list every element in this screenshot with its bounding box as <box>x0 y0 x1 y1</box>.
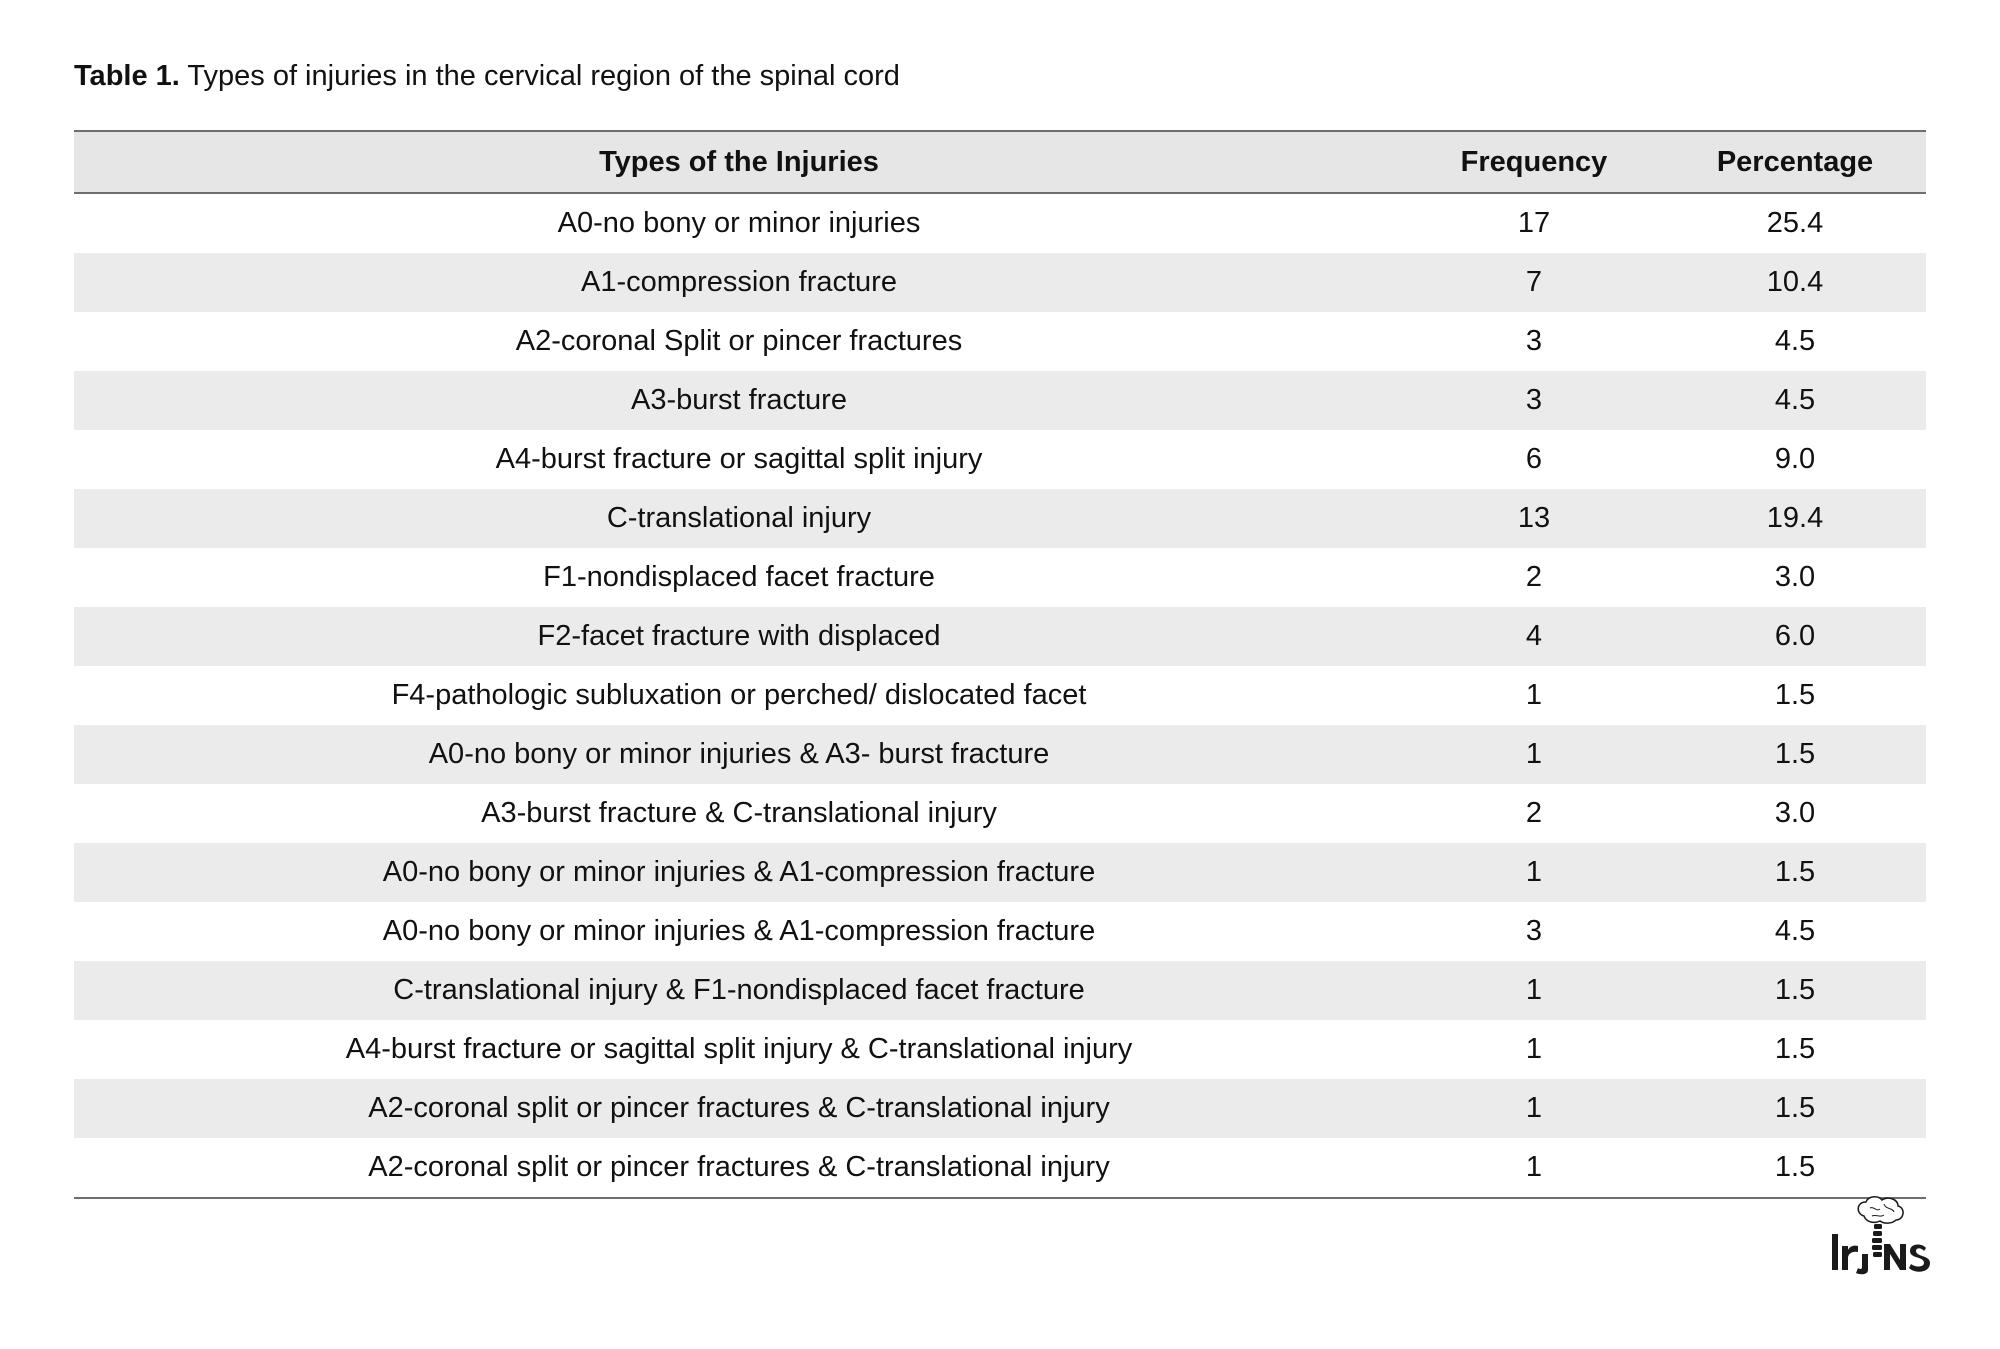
table-body <box>74 194 1926 1197</box>
table-row <box>74 548 1926 607</box>
cell-type: A3-burst fracture <box>631 384 847 416</box>
cell-type: A0-no bony or minor injuries <box>557 207 921 239</box>
table-row <box>74 666 1926 725</box>
header-percentage: Percentage <box>1716 145 1874 178</box>
cell-type: A2-coronal Split or pincer fractures <box>515 325 963 357</box>
table-caption-label: Table 1. <box>74 60 180 92</box>
table-row <box>74 371 1926 430</box>
cell-percentage: 1.5 <box>1774 738 1816 770</box>
cell-type: F4-pathologic subluxation or perched/ dislocated facet <box>391 679 1087 711</box>
table-row <box>74 607 1926 666</box>
table-row <box>74 253 1926 312</box>
cell-frequency: 3 <box>1525 384 1543 416</box>
cell-percentage: 4.5 <box>1774 384 1816 416</box>
cell-percentage: 1.5 <box>1774 1151 1816 1183</box>
table-row <box>74 902 1926 961</box>
table-row <box>74 1138 1926 1197</box>
cell-frequency: 3 <box>1525 325 1543 357</box>
cell-frequency: 13 <box>1517 502 1551 534</box>
brain-spine-logo-icon <box>1826 1194 1930 1276</box>
cell-frequency: 17 <box>1517 207 1551 239</box>
cell-frequency: 6 <box>1525 443 1543 475</box>
cell-percentage: 6.0 <box>1774 620 1816 652</box>
cell-frequency: 2 <box>1525 797 1543 829</box>
table-row <box>74 961 1926 1020</box>
cell-type: A4-burst fracture or sagittal split injury <box>495 443 983 475</box>
cell-type: F2-facet fracture with displaced <box>537 620 941 652</box>
cell-percentage: 1.5 <box>1774 1033 1816 1065</box>
cell-frequency: 1 <box>1525 974 1543 1006</box>
table-row <box>74 430 1926 489</box>
cell-percentage: 1.5 <box>1774 1092 1816 1124</box>
cell-frequency: 4 <box>1525 620 1543 652</box>
cell-frequency: 2 <box>1525 561 1543 593</box>
cell-percentage: 9.0 <box>1774 443 1816 475</box>
cell-type: C-translational injury & F1-nondisplaced facet fracture <box>393 974 1085 1006</box>
header-frequency: Frequency <box>1460 145 1608 178</box>
cell-frequency: 1 <box>1525 1033 1543 1065</box>
injury-types-table <box>74 130 1926 1199</box>
cell-percentage: 3.0 <box>1774 561 1816 593</box>
cell-percentage: 19.4 <box>1766 502 1824 534</box>
table-row <box>74 1020 1926 1079</box>
cell-type: A0-no bony or minor injuries & A1-compression fracture <box>382 915 1096 947</box>
table-row <box>74 843 1926 902</box>
table-row <box>74 1079 1926 1138</box>
table-header-row <box>74 132 1926 194</box>
table-row <box>74 312 1926 371</box>
cell-percentage: 4.5 <box>1774 325 1816 357</box>
cell-type: A3-burst fracture & C-translational injury <box>481 797 997 829</box>
table-row <box>74 194 1926 253</box>
cell-percentage: 1.5 <box>1774 679 1816 711</box>
cell-type: F1-nondisplaced facet fracture <box>543 561 935 593</box>
header-types: Types of the Injuries <box>599 145 879 178</box>
cell-frequency: 1 <box>1525 1151 1543 1183</box>
cell-type: A2-coronal split or pincer fractures & C-translational injury <box>368 1092 1110 1124</box>
cell-type: A2-coronal split or pincer fractures & C-translational injury <box>368 1151 1110 1183</box>
cell-frequency: 1 <box>1525 1092 1543 1124</box>
cell-percentage: 10.4 <box>1766 266 1824 298</box>
cell-type: A4-burst fracture or sagittal split injury & C-translational injury <box>345 1033 1133 1065</box>
cell-frequency: 1 <box>1525 856 1543 888</box>
table-row <box>74 725 1926 784</box>
cell-percentage: 1.5 <box>1774 856 1816 888</box>
cell-frequency: 1 <box>1525 679 1543 711</box>
table-row <box>74 784 1926 843</box>
cell-type: A1-compression fracture <box>581 266 897 298</box>
cell-percentage: 4.5 <box>1774 915 1816 947</box>
cell-frequency: 3 <box>1525 915 1543 947</box>
cell-percentage: 3.0 <box>1774 797 1816 829</box>
cell-frequency: 7 <box>1525 266 1543 298</box>
cell-type: A0-no bony or minor injuries & A1-compression fracture <box>382 856 1096 888</box>
cell-type: A0-no bony or minor injuries & A3- burst fracture <box>428 738 1050 770</box>
cell-frequency: 1 <box>1525 738 1543 770</box>
table-caption-text: Types of injuries in the cervical region of the spinal cord <box>187 60 900 92</box>
table-row <box>74 489 1926 548</box>
cell-percentage: 25.4 <box>1766 207 1824 239</box>
cell-type: C-translational injury <box>606 502 872 534</box>
cell-percentage: 1.5 <box>1774 974 1816 1006</box>
journal-logo <box>1826 1194 1930 1276</box>
table-caption <box>74 56 900 96</box>
